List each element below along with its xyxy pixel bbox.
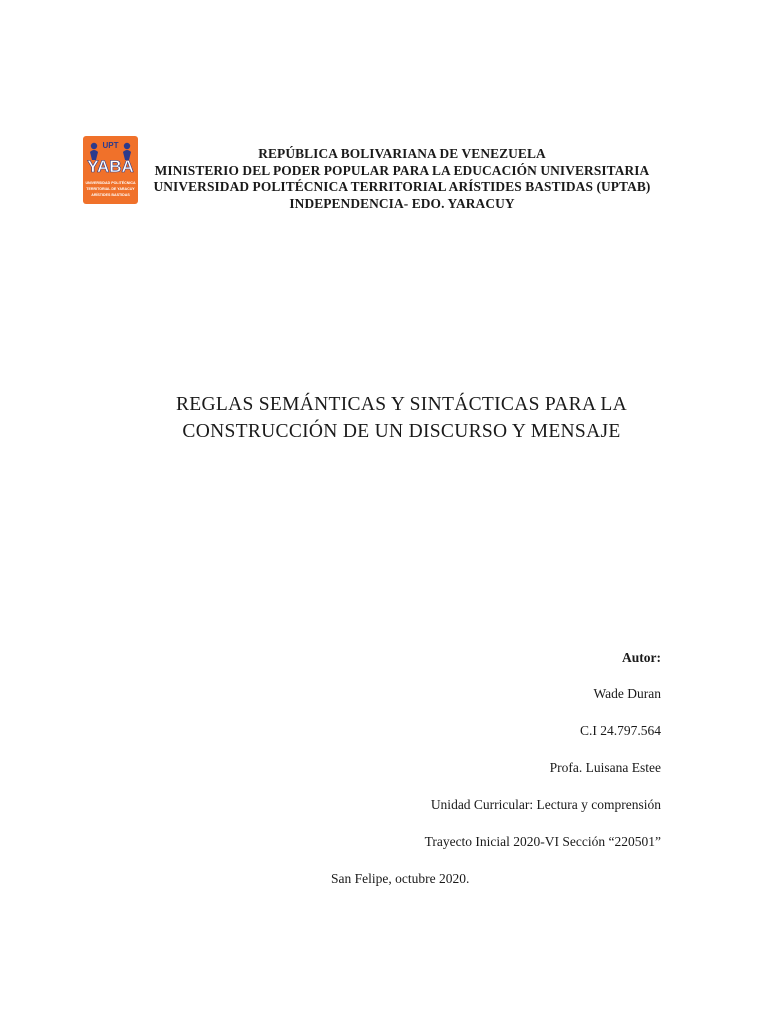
author-name: Wade Duran bbox=[593, 686, 661, 701]
header-line-ministry: MINISTERIO DEL PODER POPULAR PARA LA EDUCACIÓN UNIVERSITARIA bbox=[154, 162, 650, 178]
logo-figure-right-head bbox=[124, 143, 130, 149]
header-line-university: UNIVERSIDAD POLITÉCNICA TERRITORIAL ARÍSTIDES BASTIDAS (UPTAB) bbox=[153, 179, 651, 194]
teacher-name: Profa. Luisana Estee bbox=[549, 760, 661, 775]
logo-caption-line-2: TERRITORIAL DE YARACUY bbox=[86, 187, 135, 191]
header-line-location: INDEPENDENCIA- EDO. YARACUY bbox=[289, 195, 515, 211]
author-label: Autor: bbox=[622, 650, 661, 665]
author-id-number: C.I 24.797.564 bbox=[580, 723, 661, 738]
curricular-unit: Unidad Curricular: Lectura y comprensión bbox=[430, 797, 661, 812]
logo-caption-line-3: ARÍSTIDES BASTIDAS bbox=[91, 193, 130, 197]
logo-main-text: YABA bbox=[87, 157, 134, 176]
title-line-1: REGLAS SEMÁNTICAS Y SINTÁCTICAS PARA LA bbox=[175, 394, 628, 415]
uptab-logo bbox=[83, 136, 138, 204]
uptab-logo-graphic bbox=[83, 136, 138, 204]
logo-caption-line-1: UNIVERSIDAD POLITÉCNICA bbox=[85, 181, 136, 185]
trajectory-section: Trayecto Inicial 2020-VI Sección “220501” bbox=[424, 834, 661, 849]
logo-top-text: UPT bbox=[102, 141, 119, 150]
document-title bbox=[100, 392, 703, 445]
title-line-2: CONSTRUCCIÓN DE UN DISCURSO Y MENSAJE bbox=[182, 420, 621, 442]
header-line-country: REPÚBLICA BOLIVARIANA DE VENEZUELA bbox=[258, 146, 546, 161]
logo-figure-left-head bbox=[91, 143, 97, 149]
place-and-date: San Felipe, octubre 2020. bbox=[331, 871, 470, 886]
institution-header bbox=[140, 146, 664, 212]
